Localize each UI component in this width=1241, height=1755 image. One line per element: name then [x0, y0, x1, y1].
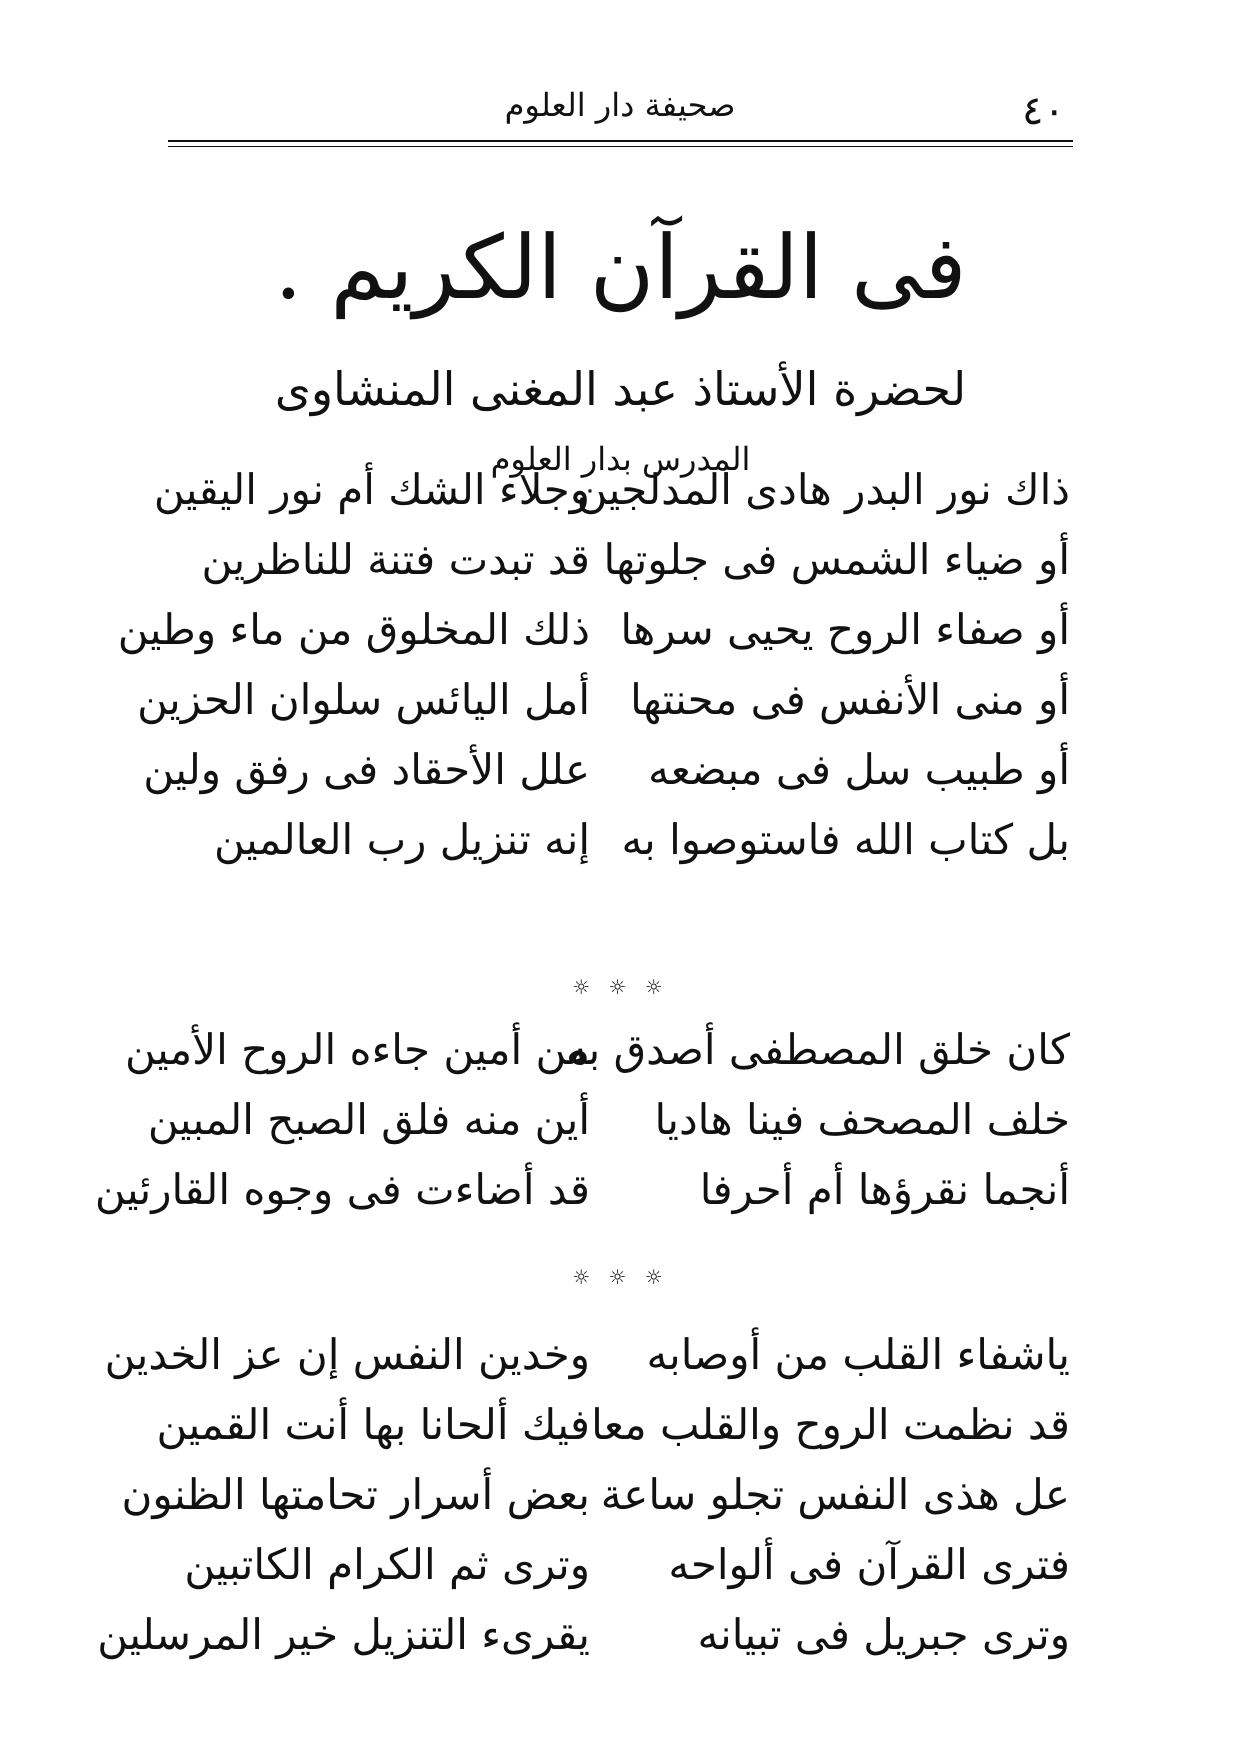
second-hemistich: وترى ثم الكرام الكاتبين	[184, 1540, 590, 1589]
verse	[137, 665, 1070, 735]
stanza-divider: ☼ ☼ ☼	[572, 1265, 669, 1289]
second-hemistich: وخدين النفس إن عز الخدين	[104, 1330, 590, 1379]
verse	[170, 1530, 1070, 1600]
first-hemistich: عل هذى النفس تجلو ساعة	[600, 1470, 1070, 1519]
header-rule	[168, 140, 1073, 147]
second-hemistich: أمل اليائس سلوان الحزين	[137, 675, 590, 724]
first-hemistich: أو منى الأنفس فى محنتها	[630, 675, 1070, 724]
verse	[156, 1390, 1070, 1460]
first-hemistich: أو ضياء الشمس فى جلوتها	[603, 535, 1070, 584]
stanza-2	[94, 1015, 1070, 1225]
first-hemistich: ياشفاء القلب من أوصابه	[646, 1330, 1070, 1379]
first-hemistich: أو طبيب سل فى مبضعه	[648, 745, 1070, 794]
verse	[94, 1155, 1070, 1225]
article-author: لحضرة الأستاذ عبد المغنى المنشاوى	[274, 362, 967, 416]
first-hemistich: فترى القرآن فى ألواحه	[668, 1540, 1070, 1589]
first-hemistich: كان خلق المصطفى أصدق به	[566, 1025, 1070, 1074]
stanza-divider: ☼ ☼ ☼	[572, 975, 669, 999]
second-hemistich: إنه تنزيل رب العالمين	[213, 815, 590, 864]
second-hemistich: علل الأحقاد فى رفق ولين	[143, 745, 590, 794]
verse	[170, 805, 1070, 875]
page-header	[175, 78, 1065, 138]
first-hemistich: أنجما نقرؤها أم أحرفا	[699, 1165, 1070, 1214]
second-hemistich: فيك ألحانا بها أنت القمين	[156, 1400, 590, 1449]
verse	[125, 1015, 1070, 1085]
verse	[104, 1320, 1070, 1390]
second-hemistich: قد أضاءت فى وجوه القارئين	[94, 1165, 590, 1214]
verse	[143, 735, 1070, 805]
article-title: فى القرآن الكريم .	[274, 216, 967, 319]
first-hemistich: قد نظمت الروح والقلب معا	[591, 1400, 1070, 1449]
verse	[121, 1460, 1070, 1530]
verse	[153, 455, 1070, 525]
verse	[170, 525, 1070, 595]
second-hemistich: وجلاء الشك أم نور اليقين	[153, 465, 590, 514]
verse	[117, 595, 1070, 665]
second-hemistich: ذلك المخلوق من ماء وطين	[117, 605, 590, 654]
first-hemistich: خلف المصحف فينا هاديا	[654, 1095, 1070, 1144]
second-hemistich: قد تبدت فتنة للناظرين	[201, 535, 590, 584]
running-title: صحيفة دار العلوم	[504, 86, 736, 124]
page-number: ٤٠	[1022, 88, 1065, 134]
first-hemistich: ذاك نور البدر هادى المدلجين	[576, 465, 1070, 514]
stanza-1	[117, 455, 1070, 875]
second-hemistich: بعض أسرار تحامتها الظنون	[121, 1470, 590, 1519]
verse	[97, 1600, 1070, 1670]
second-hemistich: من أمين جاءه الروح الأمين	[125, 1025, 590, 1074]
stanza-3	[97, 1320, 1070, 1670]
first-hemistich: وترى جبريل فى تبيانه	[697, 1610, 1070, 1659]
first-hemistich: أو صفاء الروح يحيى سرها	[620, 605, 1070, 654]
first-hemistich: بل كتاب الله فاستوصوا به	[621, 815, 1070, 864]
verse	[147, 1085, 1070, 1155]
second-hemistich: أين منه فلق الصبح المبين	[147, 1095, 590, 1144]
second-hemistich: يقرىء التنزيل خير المرسلين	[97, 1610, 590, 1659]
author-position: المدرس بدار العلوم	[490, 440, 751, 478]
